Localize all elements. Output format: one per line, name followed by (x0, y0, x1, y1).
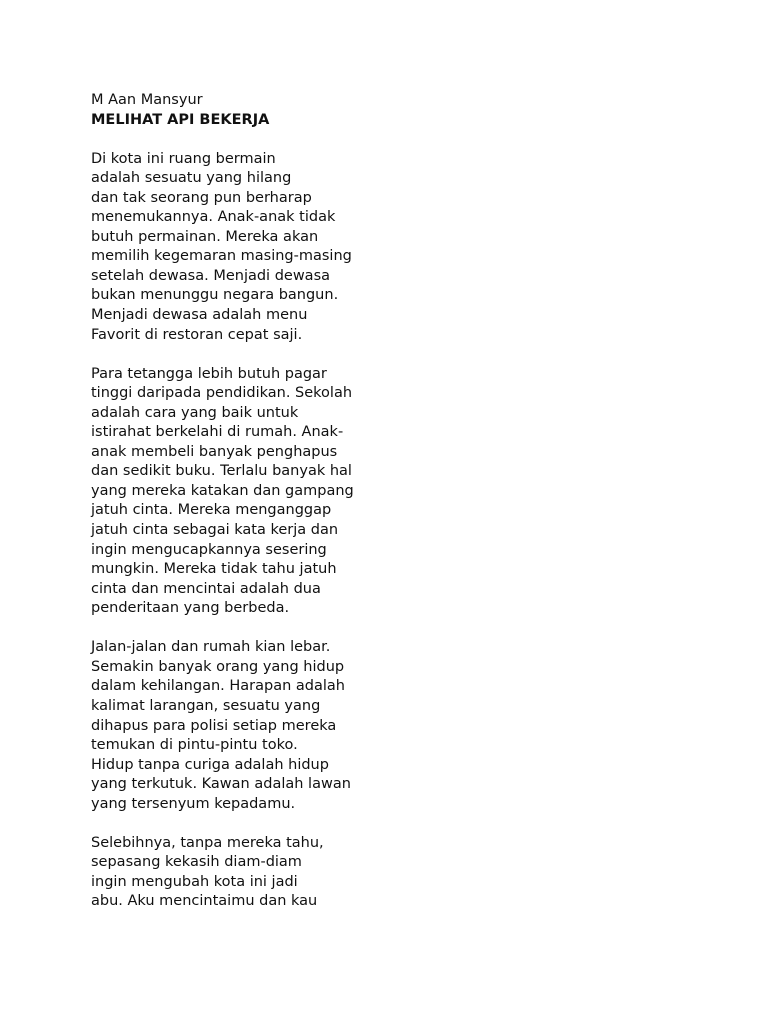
poem-line: dihapus para polisi setiap mereka (91, 717, 337, 734)
poem-line: dan sedikit buku. Terlalu banyak hal (91, 463, 352, 480)
poem-line: adalah cara yang baik untuk (91, 404, 299, 421)
poem-line: Selebihnya, tanpa mereka tahu, (91, 834, 324, 851)
stanza-2 (91, 365, 711, 619)
poem-line: dan tak seorang pun berharap (91, 189, 312, 206)
poem-line: Menjadi dewasa adalah menu (91, 307, 308, 324)
poem-line: yang terkutuk. Kawan adalah lawan (91, 776, 351, 793)
poem-line: abu. Aku mencintaimu dan kau (91, 893, 318, 910)
stanza-3 (91, 638, 711, 814)
poem-line: jatuh cinta. Mereka menganggap (91, 502, 332, 519)
poem-line: yang mereka katakan dan gampang (91, 482, 354, 499)
poem-line: temukan di pintu-pintu toko. (91, 737, 298, 754)
poem-line: Hidup tanpa curiga adalah hidup (91, 756, 329, 773)
poem-line: dalam kehilangan. Harapan adalah (91, 678, 345, 695)
poem-line: kalimat larangan, sesuatu yang (91, 697, 321, 714)
poem-line: menemukannya. Anak-anak tidak (91, 209, 336, 226)
poem-line: istirahat berkelahi di rumah. Anak- (91, 424, 344, 441)
poem-line: tinggi daripada pendidikan. Sekolah (91, 385, 353, 402)
poem-line: butuh permainan. Mereka akan (91, 228, 319, 245)
poem-line: yang tersenyum kepadamu. (91, 795, 296, 812)
poem-line: mungkin. Mereka tidak tahu jatuh (91, 561, 337, 578)
poem-line: sepasang kekasih diam-diam (91, 854, 302, 871)
poem-title: MELIHAT API BEKERJA (91, 111, 270, 128)
poem-line: ingin mengubah kota ini jadi (91, 873, 298, 890)
poem-line: jatuh cinta sebagai kata kerja dan (91, 522, 339, 539)
poem-author: M Aan Mansyur (91, 92, 203, 108)
stanza-1 (91, 150, 711, 345)
poem-line: Favorit di restoran cepat saji. (91, 326, 303, 343)
poem-line: anak membeli banyak penghapus (91, 443, 338, 460)
poem-line: setelah dewasa. Menjadi dewasa (91, 267, 331, 284)
poem-line: bukan menunggu negara bangun. (91, 287, 339, 304)
poem-line: memilih kegemaran masing-masing (91, 248, 352, 265)
poem-line: Di kota ini ruang bermain (91, 150, 276, 167)
poem-line: cinta dan mencintai adalah dua (91, 580, 321, 597)
poem-line: adalah sesuatu yang hilang (91, 170, 292, 187)
poem-line: Semakin banyak orang yang hidup (91, 658, 345, 675)
poem-line: penderitaan yang berbeda. (91, 600, 290, 617)
poem-line: Jalan-jalan dan rumah kian lebar. (91, 639, 331, 656)
poem-line: ingin mengucapkannya sesering (91, 541, 327, 558)
poem-line: Para tetangga lebih butuh pagar (91, 365, 327, 382)
document-page (91, 91, 711, 912)
stanza-4 (91, 834, 711, 912)
